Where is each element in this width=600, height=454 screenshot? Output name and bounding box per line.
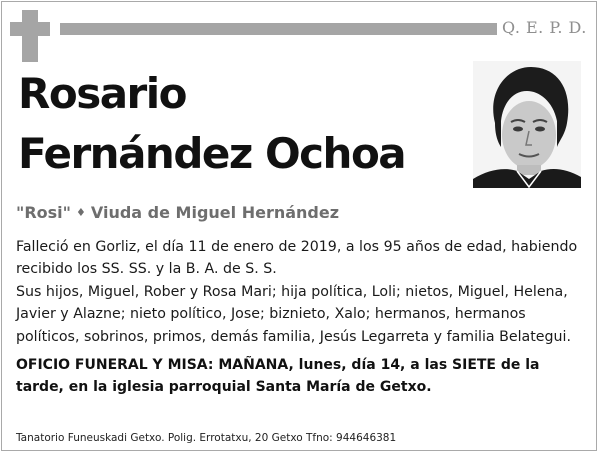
deceased-first-name: Rosario [18,69,186,118]
header-rule [60,23,497,35]
obituary-body [16,236,584,398]
deceased-photo [473,61,581,188]
family-paragraph: Sus hijos, Miguel, Rober y Rosa Mari; hija política, Loli; nietos, Miguel, Helena, Javier y Alazne; nieto político, Jose; biznieto, Xalo; hermanos, hermanos políticos, sobrinos, primos, demás familia, Jesús Legarreta y familia Belategui. [16,283,571,345]
subtitle-line [16,203,339,222]
widow-of: Viuda de Miguel Hernández [90,203,340,222]
deceased-name [18,64,405,184]
funeral-home-footer: Tanatorio Funeuskadi Getxo. Polig. Errotatxu, 20 Getxo Tfno: 944646381 [16,432,397,444]
nickname: "Rosi" [16,203,71,222]
qepd-label: Q. E. P. D. [502,18,587,37]
diamond-separator-icon: ♦ [76,206,86,219]
deceased-surnames: Fernández Ochoa [18,129,406,178]
cross-icon-horizontal [10,22,50,36]
cross-icon-vertical [22,10,38,62]
funeral-service-paragraph: OFICIO FUNERAL Y MISA: MAÑANA, lunes, día 14, a las SIETE de la tarde, en la iglesia parroquial Santa María de Getxo. [16,357,540,396]
death-notice-paragraph: Falleció en Gorliz, el día 11 de enero de 2019, a los 95 años de edad, habiendo recibido los SS. SS. y la B. A. de S. S. [16,239,578,278]
portrait-image [473,61,581,188]
